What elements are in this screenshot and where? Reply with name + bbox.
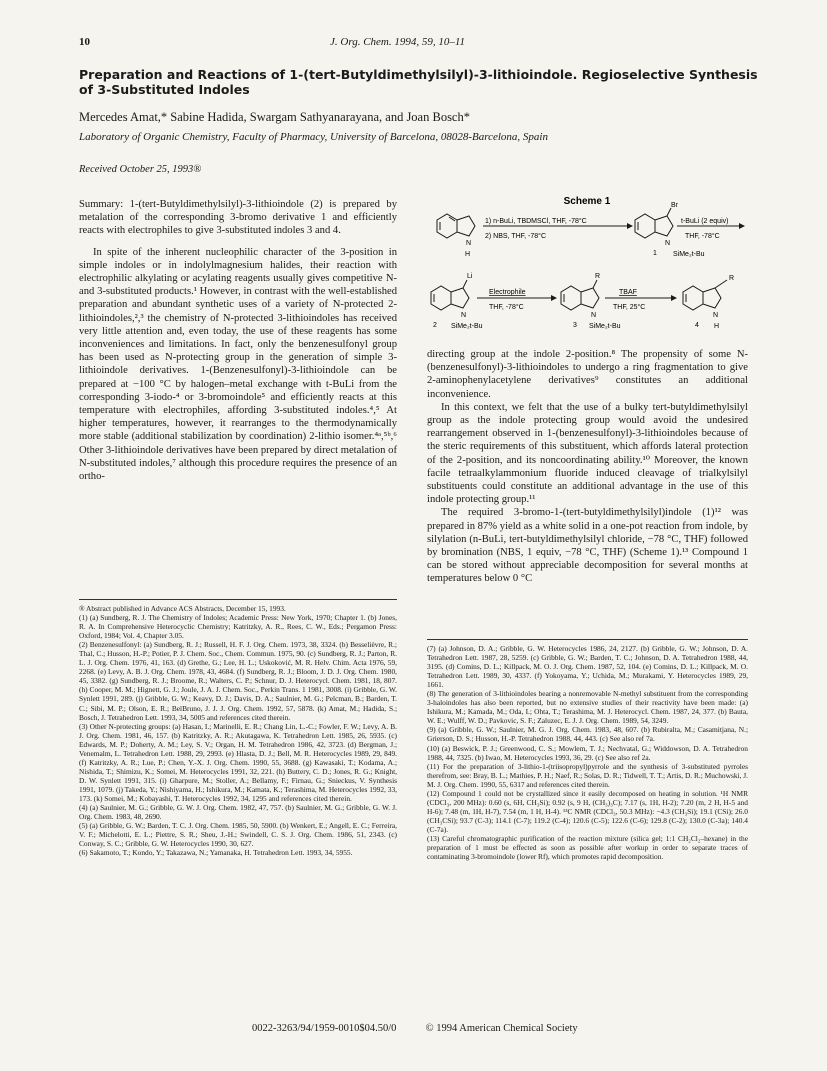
footnote: (8) The generation of 3-lithioindoles bearing a nonremovable N-methyl substituent from the corresponding 3-haloindoles has also been reported, but no extensive studies of their reactivity have been made: (a) Ishikura, M.; Kamada, M.; Oda, I.; Ohta, T.; Terashima, M. J. Heterocycl. Chem. 1987, 24, 377. (b) Bauta, W. E.; Wulff, W. D.; Pavkovic, S. F.; Zaluzec, E. J. J. Org. Chem. 1989, 54, 3249. xyxy=(427,689,748,726)
atom-n-label: N xyxy=(461,312,467,319)
silyl-group-label: SiMe₂t-Bu xyxy=(673,251,705,258)
substituent-r: R xyxy=(729,275,735,282)
footnote: (5) (a) Gribble, G. W.; Barden, T. C. J. Org. Chem. 1985, 50, 5900. (b) Wenkert, E.; Angell, E. C.; Ferreira, V. F.; Michelotti, E. L.; Piettre, S. R.; Sheu, J.-H.; Swindell, C. S. J. Org. Chem. 1986, 51, 2343. (c) Conway, S. C.; Gribble, G. W. Heterocycles 1990, 30, 627. xyxy=(79,821,397,849)
step2-reagents-bottom: THF, -78°C xyxy=(685,233,720,240)
step4-reagents-top: TBAF xyxy=(619,289,637,296)
left-column-body xyxy=(79,198,397,483)
compound-label-4: 4 xyxy=(695,322,699,329)
page-footer xyxy=(252,1023,578,1034)
step1-reagents-top: 1) n-BuLi, TBDMSCl, THF, -78°C xyxy=(485,218,587,225)
footnotes-left xyxy=(79,604,397,857)
compound-3-structure xyxy=(561,280,599,310)
compound-label-3: 3 xyxy=(573,322,577,329)
article-title: Preparation and Reactions of 1-(tert-Butyldimethylsilyl)-3-lithioindole. Regioselective Synthesis of 3-Substituted Indoles xyxy=(79,67,758,97)
atom-n-label: N xyxy=(466,240,472,247)
footnote-divider xyxy=(79,599,397,600)
footnote: (9) (a) Gribble, G. W.; Saulnier, M. G. J. Org. Chem. 1983, 48, 607. (b) Rubiralta, M.; Casamitjana, N.; Grierson, D. S.; Husson, H.-P. Tetrahedron 1988, 44, 443. (c) See also ref 7a. xyxy=(427,725,748,744)
article-code: 0022-3263/94/1959-0010$04.50/0 xyxy=(252,1023,397,1034)
scheme-diagram xyxy=(427,196,748,338)
body-paragraph: In spite of the inherent nucleophilic character of the 3-position in simple indoles or in indolylmagnesium halides, their reaction with electrophilic alkylating or acylating reagents usually gives competitive N- and 3-substituted products.¹ However, in contrast with the well-established preparation and abundant synthetic uses of a variety of N-protected 2-lithioindoles,²,³ the chemistry of N-protected 3-lithioindoles has received very little attention and, even today, the use of these reagents has some inconveniences and limitations. In fact, only the benzenesulfonyl group has been used as N-protecting group in the generation of simple 3-lithioindole derivatives. 1-(Benzenesulfonyl)-3-lithioindole can be prepared at −100 °C by halogen–metal exchange with t-BuLi from the corresponding 3-iodo-⁴ or 3-bromoindole⁵ and efficiently reacts at this temperature with electrophiles, affording 3-substituted indoles.⁴,⁵ At higher temperatures, however, it rearranges to the thermodynamically more stable (additional stabilization by coordination) 2-lithio isomer.⁴ᵃ,⁵ᵇ,⁶ Other 3-lithioindole derivatives have been prepared by direct metalation of N-substituted indoles,⁷ although this procedure requires the presence of an ortho- xyxy=(79,246,397,483)
summary-paragraph: Summary: 1-(tert-Butyldimethylsilyl)-3-lithioindole (2) is prepared by metalation of the corresponding 3-bromo derivative 1 and efficiently reacts with electrophiles to give 3-substituted indoles 3 and 4. xyxy=(79,199,397,237)
reaction-scheme xyxy=(427,196,748,338)
compound-4-structure xyxy=(683,280,727,310)
step1-reagents-bottom: 2) NBS, THF, -78°C xyxy=(485,233,547,240)
footnote: (13) Careful chromatographic purification of the reaction mixture (silica gel; 1:1 CH₂Cl₂–hexane) in the preparation of 1 must be effected as soon as possible after workup in order to separate traces of contaminating 3-bromoindole (lower Rf), which promotes rapid decomposition. xyxy=(427,833,748,862)
arrow-head xyxy=(627,223,633,229)
substituent-r: R xyxy=(595,273,601,280)
atom-n-label: N xyxy=(591,312,597,319)
body-paragraph: The required 3-bromo-1-(tert-butyldimethylsilyl)indole (1)¹² was prepared in 87% yield as a white solid in a one-pot reaction from indole, by silylation (n-BuLi, tert-butyldimethylsilyl chloride, −78 °C, THF) followed by bromination (NBS, 1 equiv, −78 °C, THF) (Scheme 1).¹³ Compound 1 can be stored without appreciable decomposition for several months at temperatures below 0 °C xyxy=(427,507,748,585)
silyl-group-label: SiMe₂t-Bu xyxy=(451,323,483,330)
footnote: (11) For the preparation of 3-lithio-1-(triisopropyl)pyrrole and the synthesis of 3-substituted pyrroles therefrom, see: Bray, B. L.; Mathies, P. H.; Naef, R.; Solas, D. R.; Tidwell, T. T.; Artis, D. R.; Muchowski, J. M. J. Org. Chem. 1990, 55, 6317 and references cited therein. xyxy=(427,761,748,789)
compound-1-structure xyxy=(635,208,673,238)
copyright-notice: © 1994 American Chemical Society xyxy=(425,1023,578,1034)
footnote: (1) (a) Sundberg, R. J. The Chemistry of Indoles; Academic Press: New York, 1970; Chapter 1. (b) Jones, R. A. In Comprehensive Heterocyclic Chemistry; Katritzky, A. R., Rees, C. W., Eds.; Pergamon Press: Oxford, 1984; Vol. 4, Chapter 3.05. xyxy=(79,613,397,641)
footnote: (6) Sakamoto, T.; Kondo, Y.; Takazawa, N.; Yamanaka, H. Tetrahedron Lett. 1993, 34, 5955. xyxy=(79,848,353,858)
journal-citation: J. Org. Chem. 1994, 59, 10–11 xyxy=(330,36,466,48)
received-date: Received October 25, 1993® xyxy=(79,164,202,175)
arrow-head xyxy=(739,223,745,229)
footnote: (4) (a) Saulnier, M. G.; Gribble, G. W. J. Org. Chem. 1982, 47, 757. (b) Saulnier, M. G.; Gribble, G. W. J. Org. Chem. 1983, 48, 2690. xyxy=(79,803,397,822)
step3-reagents-bottom: THF, -78°C xyxy=(489,304,524,311)
footnote: (3) Other N-protecting groups: (a) Hasan, I.; Marinelli, E. R.; Chang Lin, L.-C.; Fowler, F. W.; Levy, A. B. J. Org. Chem. 1981, 46, 157. (b) Katritzky, A. R.; Akutagawa, K. Tetrahedron Lett. 1985, 26, 5935. (c) Edwards, M. P.; Doherty, A. M.; Ley, S. V.; Organ, H. M. Tetrahedron 1986, 42, 3723. (d) Bergman, J.; Venemalm, L. Tetrahedron Lett. 1988, 29, 2993. (e) Hlasta, D. J.; Bell, M. R. Heterocycles 1989, 29, 849. (f) Katritzky, A. R.; Lue, P.; Chen, Y.-X. J. Org. Chem. 1990, 55, 3688. (g) Kawasaki, T.; Kodama, A.; Nishida, T.; Shimizu, K.; Somei, M. Heterocycles 1991, 32, 221. (h) Buttery, C. D.; Jones, R. G.; Knight, D. W. Synlett 1991, 315. (i) Gharpure, M.; Stoller, A.; Bellamy, F.; Firnau, G.; Snieckus, V. Synthesis 1991, 1079. (j) Takeda, Y.; Nishiyama, H.; Ishikura, M.; Kamata, K.; Terashima, M. Heterocycles 1992, 33, 173. (k) Somei, M.; Kobayashi, T. Heterocycles 1992, 34, 1295 and references cited therein. xyxy=(79,721,397,803)
right-column-body xyxy=(427,348,748,586)
step4-reagents-bottom: THF, 25°C xyxy=(613,304,646,311)
silyl-group-label: SiMe₂t-Bu xyxy=(589,323,621,330)
indole-structure xyxy=(437,214,475,238)
footnote: (10) (a) Beswick, P. J.; Greenwood, C. S.; Mowlem, T. J.; Nechvatal, G.; Widdowson, D. A. Tetrahedron 1988, 44, 7325. (b) Iwao, M. Heterocycles 1993, 36, 29. (c) See also ref 2a. xyxy=(427,743,748,762)
atom-h-label: H xyxy=(465,251,471,258)
body-paragraph: directing group at the indole 2-position.⁸ The propensity of some N-(benzenesulfonyl)-3-lithioindoles to undergo a ring fragmentation to give 2-aminophenylacetylene derivatives⁹ constitutes an additional inconvenience. xyxy=(427,349,748,400)
footnotes-right xyxy=(427,644,748,861)
step3-reagents-top: Electrophile xyxy=(489,289,526,296)
page-number: 10 xyxy=(79,36,90,48)
article-authors: Mercedes Amat,* Sabine Hadida, Swargam Sathyanarayana, and Joan Bosch* xyxy=(79,110,470,124)
footnote: (2) Benzenesulfonyl: (a) Sundberg, R. J.; Russell, H. F. J. Org. Chem. 1973, 38, 3324. (b) Besselièvre, R.; Thal, C.; Husson, H.-P.; Potier, P. J. Chem. Soc., Chem. Commun. 1975, 90. (c) Sundberg, R. J.; Parton, R. L. J. Org. Chem. 1976, 41, 163. (d) Grethe, G.; Lee, H. L.; Uskoković, M. R. Helv. Chim. Acta 1976, 59, 2268. (e) Levy, A. B. J. Org. Chem. 1978, 43, 4684. (f) Sundberg, R. J.; Bloom, J. D. J. Org. Chem. 1980, 45, 3382. (g) Sundberg, R. J.; Broome, R.; Walters, C. P.; Schnur, D. J. Heterocycl. Chem. 1981, 18, 807. (h) Cooper, M. M.; Hignett, G. J.; Joule, J. A. J. Chem. Soc., Perkin Trans. 1 1981, 3008. (i) Gribble, G. W. Synlett 1991, 289. (j) Gribble, G. W.; Keavy, D. J.; Davis, D. A.; Saulnier, M. G.; Pelcman, B.; Barden, T. C.; Sibi, M. P.; Olson, E. R.; BelBruno, J. J. J. Org. Chem. 1992, 57, 5878. (k) Amat, M.; Hadida, S.; Bosch, J. Tetrahedron Lett. 1993, 34, 5005 and references cited therein. xyxy=(79,640,397,722)
footnote-divider xyxy=(427,639,748,640)
atom-n-label: N xyxy=(713,312,719,319)
article-affiliation: Laboratory of Organic Chemistry, Faculty of Pharmacy, University of Barcelona, 08028-Barcelona, Spain xyxy=(79,131,548,143)
scheme-title: Scheme 1 xyxy=(563,196,611,207)
body-paragraph: In this context, we felt that the use of a bulky tert-butyldimethylsilyl group as the indole protecting group would avoid the undesired rearrangement observed in 1-(benzenesulfonyl)-3-lithioindoles because of the steric requirements of this substituent, which affords lateral protection of the 2-position, and its noncoordinating ability.¹⁰ Moreover, the known facile tetraalkylammonium fluoride induced cleavage of trialkylsilyl substituents could constitute an additional advantage in the use of this indole protecting group.¹¹ xyxy=(427,401,748,506)
compound-label-2: 2 xyxy=(433,322,437,329)
compound-2-structure xyxy=(431,280,469,310)
step2-reagents-top: t-BuLi (2 equiv) xyxy=(681,218,729,225)
footnote: (7) (a) Johnson, D. A.; Gribble, G. W. Heterocycles 1986, 24, 2127. (b) Gribble, G. W.; Johnson, D. A. Tetrahedron Lett. 1987, 28, 5259. (c) Gribble, G. W.; Barden, T. C.; Johnson, D. A. Tetrahedron 1988, 44, 3195. (d) Comins, D. L.; Killpack, M. O. J. Org. Chem. 1987, 52, 104. (e) Comins, D. L.; Killpack, M. O. Tetrahedron Lett. 1989, 30, 4337. (f) Yokoyama, Y.; Uchida, M.; Murakami, Y. Heterocycles 1989, 29, 1661. xyxy=(427,644,748,690)
arrow-head xyxy=(551,295,557,301)
footnote: (12) Compound 1 could not be crystallized since it easily decomposed on heating in solution. ¹H NMR (CDCl₃, 200 MHz): 0.60 (s, 6H, CH₃Si); 0.92 (s, 9 H, (CH₃)₃C); 7.17 (s, 1H, H-2); 7.20 (m, 2 H, H-5 and H-6); 7.48 (m, 1H, H-7), 7.54 (m, 1 H, H-4). ¹³C NMR (CDCl₃, 50.3 MHz): −4.3 (CH₃Si); 19.1 (CSi); 26.0 (CH₃CSi); 93.7 (C-3); 114.1 (C-7); 119.2 (C-4); 120.6 (C-5); 122.6 (C-6); 129.8 (C-2); 130.0 (C-3a); 140.4 (C-7a). xyxy=(427,788,748,834)
atom-n-label: N xyxy=(665,240,671,247)
footnote: ® Abstract published in Advance ACS Abstracts, December 15, 1993. xyxy=(79,604,286,613)
substituent-li: Li xyxy=(467,273,473,280)
compound-label-1: 1 xyxy=(653,250,657,257)
arrow-head xyxy=(671,295,677,301)
atom-h-label: H xyxy=(714,323,720,330)
substituent-br: Br xyxy=(671,202,678,209)
